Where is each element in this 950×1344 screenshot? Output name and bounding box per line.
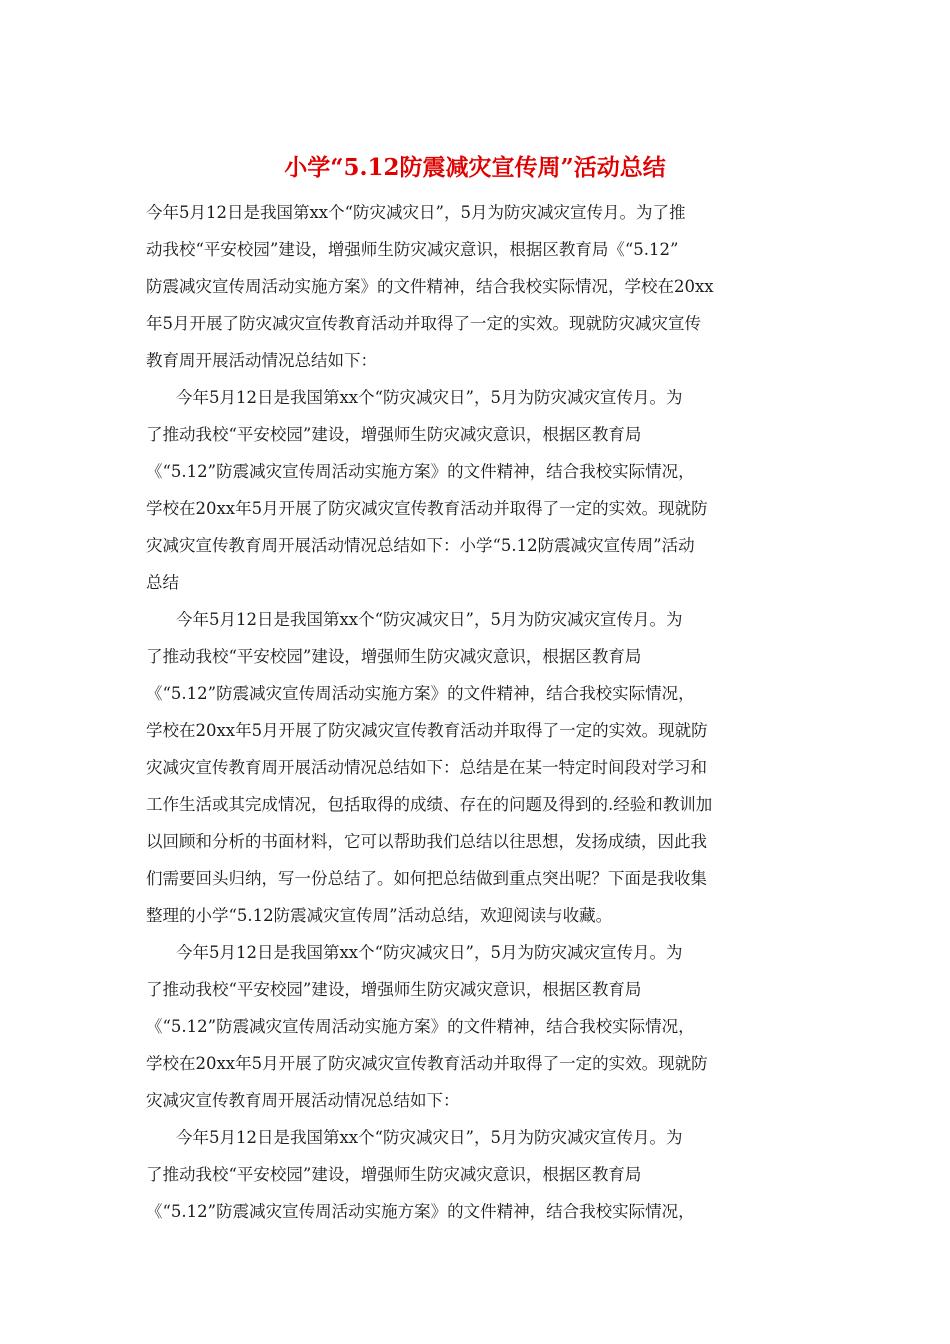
body-line: 工作生活或其完成情况，包括取得的成绩、存在的问题及得到的.经验和教训加 — [146, 795, 713, 814]
body-line: 动我校“平安校园”建设，增强师生防灾减灾意识，根据区教育局《“5.12” — [146, 240, 679, 259]
body-line: 们需要回头归纳，写一份总结了。如何把总结做到重点突出呢？下面是我收集 — [146, 869, 707, 888]
body-line: 灾减灾宣传教育周开展活动情况总结如下：小学“5.12防震减灾宣传周”活动 — [146, 536, 695, 555]
body-line: 灾减灾宣传教育周开展活动情况总结如下：总结是在某一特定时间段对学习和 — [146, 758, 707, 777]
body-line: 了推动我校“平安校园”建设，增强师生防灾减灾意识，根据区教育局 — [146, 980, 642, 999]
paragraph-first-line: 今年5月12日是我国第xx个“防灾减灾日”，5月为防灾减灾宣传月。为 — [176, 610, 683, 629]
body-line: 了推动我校“平安校园”建设，增强师生防灾减灾意识，根据区教育局 — [146, 425, 642, 444]
body-line: 《“5.12”防震减灾宣传周活动实施方案》的文件精神，结合我校实际情况， — [146, 462, 695, 481]
body-line: 今年5月12日是我国第xx个“防灾减灾日”，5月为防灾减灾宣传月。为了推 — [146, 203, 686, 222]
body-line: 以回顾和分析的书面材料，它可以帮助我们总结以往思想，发扬成绩，因此我 — [146, 832, 707, 851]
body-line: 了推动我校“平安校园”建设，增强师生防灾减灾意识，根据区教育局 — [146, 647, 642, 666]
body-line: 《“5.12”防震减灾宣传周活动实施方案》的文件精神，结合我校实际情况， — [146, 1202, 695, 1221]
body-line: 防震减灾宣传周活动实施方案》的文件精神，结合我校实际情况，学校在20xx — [146, 277, 714, 296]
body-line: 学校在20xx年5月开展了防灾减灾宣传教育活动并取得了一定的实效。现就防 — [146, 499, 708, 518]
body-line: 学校在20xx年5月开展了防灾减灾宣传教育活动并取得了一定的实效。现就防 — [146, 721, 708, 740]
body-line: 学校在20xx年5月开展了防灾减灾宣传教育活动并取得了一定的实效。现就防 — [146, 1054, 708, 1073]
body-line: 灾减灾宣传教育周开展活动情况总结如下： — [146, 1091, 460, 1110]
document-body — [146, 194, 806, 1230]
paragraph-first-line: 今年5月12日是我国第xx个“防灾减灾日”，5月为防灾减灾宣传月。为 — [176, 943, 683, 962]
body-line: 《“5.12”防震减灾宣传周活动实施方案》的文件精神，结合我校实际情况， — [146, 1017, 695, 1036]
body-line: 了推动我校“平安校园”建设，增强师生防灾减灾意识，根据区教育局 — [146, 1165, 642, 1184]
document-title: 小学“5.12防震减灾宣传周”活动总结 — [284, 154, 666, 181]
body-line: 整理的小学“5.12防震减灾宣传周”活动总结，欢迎阅读与收藏。 — [146, 906, 613, 925]
paragraph-first-line: 今年5月12日是我国第xx个“防灾减灾日”，5月为防灾减灾宣传月。为 — [176, 1128, 683, 1147]
body-line: 《“5.12”防震减灾宣传周活动实施方案》的文件精神，结合我校实际情况， — [146, 684, 695, 703]
body-line: 教育周开展活动情况总结如下： — [146, 351, 377, 370]
body-line: 总结 — [146, 573, 179, 592]
paragraph-first-line: 今年5月12日是我国第xx个“防灾减灾日”，5月为防灾减灾宣传月。为 — [176, 388, 683, 407]
body-line: 年5月开展了防灾减灾宣传教育活动并取得了一定的实效。现就防灾减灾宣传 — [146, 314, 701, 333]
